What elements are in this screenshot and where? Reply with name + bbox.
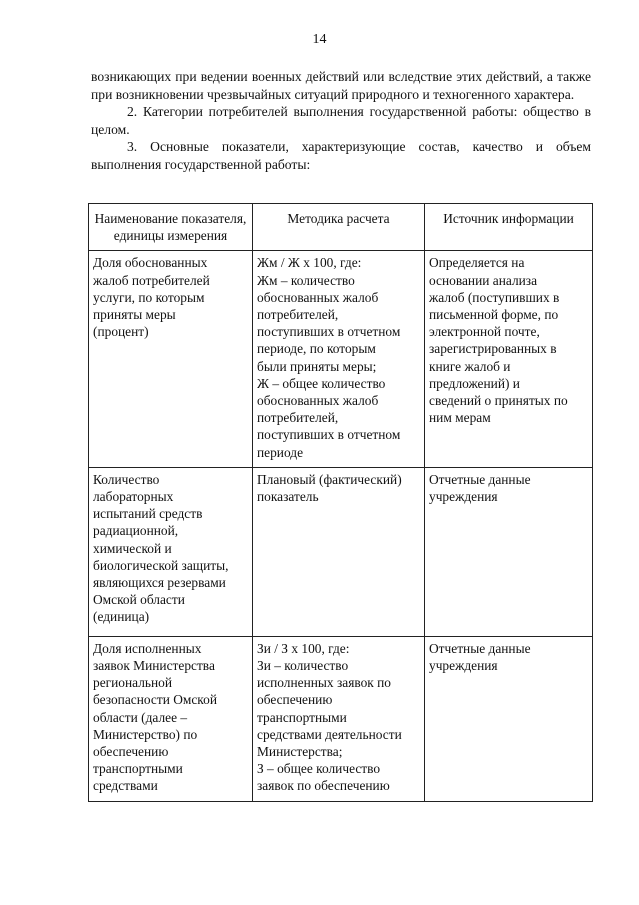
cell-text: Плановый (фактический) показатель	[257, 471, 402, 505]
cell-text: Отчетные данные учреждения	[429, 640, 531, 674]
table-cell-name	[89, 467, 253, 636]
table-header-row	[89, 204, 593, 251]
header-indicator-name: Наименование показателя, единицы измерения	[89, 204, 253, 251]
indicators-table	[88, 203, 593, 802]
cell-text: Определяется на основании анализа жалоб (поступивших в письменной форме, по электронной почте, зарегистрированных в книге жалоб и предложений) и сведений о принятых по ним мерам	[429, 255, 568, 426]
table-row	[89, 467, 593, 636]
cell-text: Жм / Ж х 100, где: Жм – количество обоснованных жалоб потребителей, поступивших в отчетном периоде, по которым были приняты меры; Ж – общее количество обоснованных жалоб потребителей, поступивших в отчетном периоде	[257, 255, 401, 460]
cell-text: Отчетные данные учреждения	[429, 471, 531, 505]
header-information-source: Источник информации	[425, 204, 593, 251]
table-cell-method	[253, 467, 425, 636]
intro-paragraph-3: 3. Основные показатели, характеризующие состав, качество и объем выполнения государственной работы:	[91, 139, 591, 172]
table-cell-source	[425, 636, 593, 801]
table-cell-source	[425, 467, 593, 636]
page-number: 14	[312, 32, 327, 47]
cell-text: Доля обоснованных жалоб потребителей услуги, по которым приняты меры (процент)	[93, 255, 210, 340]
intro-text	[91, 68, 591, 173]
intro-paragraph-2: 2. Категории потребителей выполнения государственной работы: общество в целом.	[91, 104, 591, 137]
table-cell-method	[253, 251, 425, 467]
table-cell-source	[425, 251, 593, 467]
header-calculation-method: Методика расчета	[253, 204, 425, 251]
cell-text: Доля исполненных заявок Министерства региональной безопасности Омской области (далее – Министерство) по обеспечению транспортными средствами	[93, 640, 217, 794]
table-cell-method	[253, 636, 425, 801]
table-row	[89, 251, 593, 467]
table-cell-name	[89, 636, 253, 801]
cell-text: Зи / З х 100, где: Зи – количество исполненных заявок по обеспечению транспортными средствами деятельности Министерства; З – общее количество заявок по обеспечению	[257, 640, 402, 794]
cell-text: Количество лабораторных испытаний средств радиационной, химической и биологической защиты, являющихся резервами Омской области (единица)	[93, 471, 229, 625]
intro-paragraph-1: возникающих при ведении военных действий или вследствие этих действий, а также при возникновении чрезвычайных ситуаций природного и техногенного характера.	[91, 69, 591, 102]
table-row	[89, 636, 593, 801]
table-cell-name	[89, 251, 253, 467]
